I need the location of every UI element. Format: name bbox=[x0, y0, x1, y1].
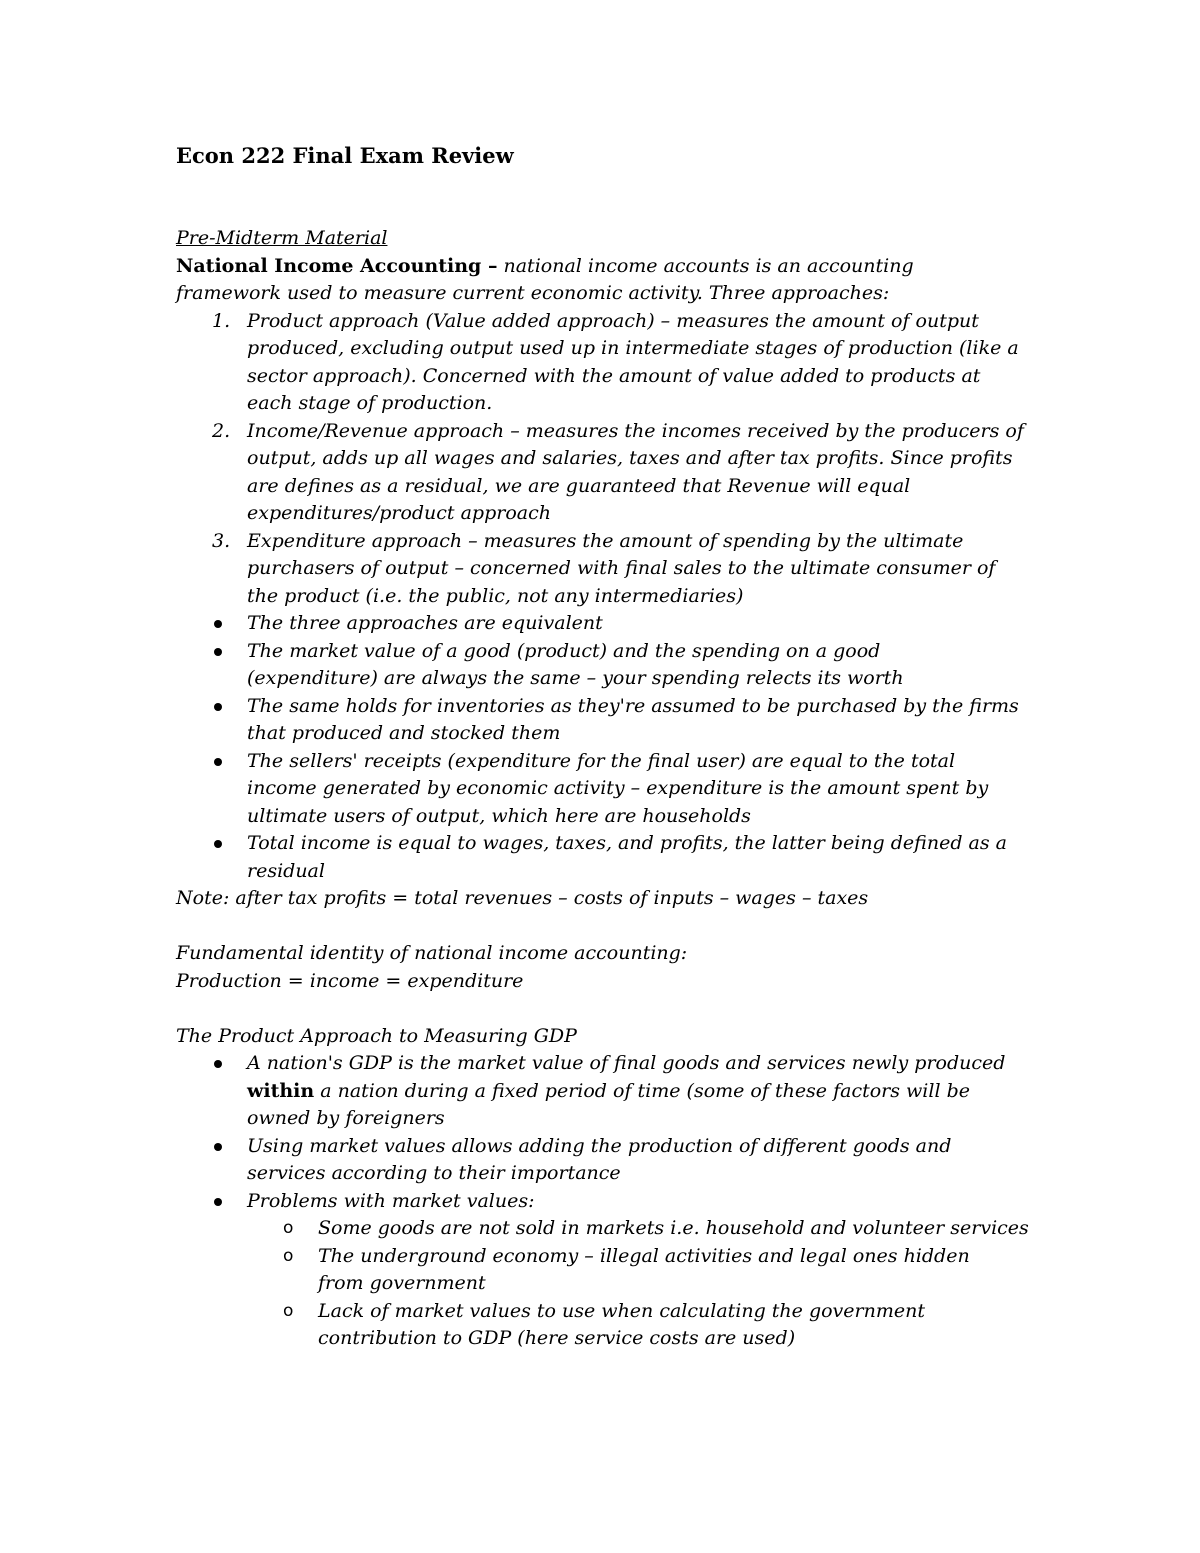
market-value-problems-list bbox=[176, 1215, 1036, 1353]
product-approach-heading: The Product Approach to Measuring GDP bbox=[176, 1024, 577, 1047]
approach-item-2 bbox=[176, 418, 1036, 528]
bullet-line: The same holds for inventories as they're assumed to be purchased by the firms bbox=[247, 694, 1019, 717]
sub-bullet-line: from government bbox=[318, 1272, 486, 1294]
approach-line: are defines as a residual, we are guaranteed that Revenue will equal bbox=[247, 474, 911, 497]
sub-bullet-item bbox=[176, 1298, 1036, 1353]
approach-line: sector approach). Concerned with the amount of value added to products at bbox=[247, 364, 981, 387]
document-body bbox=[176, 225, 1036, 1353]
approach-item-1 bbox=[176, 308, 1036, 418]
nia-term: National Income Accounting – bbox=[176, 254, 498, 277]
spacer bbox=[176, 913, 1036, 941]
bullet-item bbox=[176, 830, 1036, 885]
bullet-line: The market value of a good (product) and the spending on a good bbox=[247, 639, 881, 662]
bullet-item bbox=[176, 748, 1036, 831]
approach-line: the product (i.e. the public, not any intermediaries) bbox=[247, 584, 744, 607]
identity-heading: Fundamental identity of national income accounting: bbox=[176, 942, 688, 964]
sub-bullet-line: The underground economy – illegal activities and legal ones hidden bbox=[318, 1244, 970, 1267]
bullet-line: owned by foreigners bbox=[247, 1107, 445, 1129]
bullet-line: Total income is equal to wages, taxes, and profits, the latter being defined as a bbox=[247, 832, 1007, 854]
circle-bullet-icon: o bbox=[283, 1218, 294, 1238]
nia-definition-line-1 bbox=[176, 253, 1036, 281]
bullet-line: A nation's GDP is the market value of final goods and services newly produced bbox=[247, 1052, 1006, 1074]
gdp-bullets bbox=[176, 1050, 1036, 1215]
bullet-item bbox=[176, 693, 1036, 748]
emphasis-within: within bbox=[247, 1079, 315, 1102]
bullet-dot-icon bbox=[214, 1143, 222, 1151]
approach-line: Expenditure approach – measures the amount of spending by the ultimate bbox=[247, 529, 964, 552]
approach-line: Income/Revenue approach – measures the incomes received by the producers of bbox=[247, 419, 1024, 442]
list-number: 1. bbox=[212, 309, 231, 332]
bullet-text: a nation during a fixed period of time (some of these factors will be bbox=[314, 1079, 970, 1102]
bullet-dot-icon bbox=[214, 620, 222, 628]
bullet-line: Using market values allows adding the production of different goods and bbox=[247, 1134, 952, 1157]
circle-bullet-icon: o bbox=[283, 1245, 294, 1266]
sub-bullet-line: contribution to GDP (here service costs are used) bbox=[318, 1327, 796, 1349]
approach-line: purchasers of output – concerned with final sales to the ultimate consumer of bbox=[247, 557, 996, 579]
approach-line: Product approach (Value added approach) – measures the amount of output bbox=[247, 309, 979, 332]
note-line: Note: after tax profits = total revenues – costs of inputs – wages – taxes bbox=[176, 887, 869, 909]
bullet-line: Problems with market values: bbox=[247, 1189, 535, 1212]
bullet-line: (expenditure) are always the same – your spending relects its worth bbox=[247, 667, 904, 689]
sub-bullet-line: Lack of market values to use when calculating the government bbox=[318, 1299, 925, 1322]
approach-line: each stage of production. bbox=[247, 392, 493, 414]
approach-line: expenditures/product approach bbox=[247, 502, 551, 524]
bullet-line: The three approaches are equivalent bbox=[247, 612, 603, 634]
section-heading: Pre-Midterm Material bbox=[176, 227, 388, 249]
bullet-line: ultimate users of output, which here are households bbox=[247, 804, 751, 827]
bullet-dot-icon bbox=[214, 758, 222, 766]
bullet-dot-icon bbox=[214, 840, 222, 848]
bullet-line: that produced and stocked them bbox=[247, 722, 561, 744]
bullet-dot-icon bbox=[214, 703, 222, 711]
bullet-line: income generated by economic activity – expenditure is the amount spent by bbox=[247, 777, 989, 799]
bullet-dot-icon bbox=[214, 1060, 222, 1068]
sub-bullet-item bbox=[176, 1243, 1036, 1298]
sub-bullet-line: Some goods are not sold in markets i.e. household and volunteer services bbox=[318, 1217, 1029, 1239]
identity-equation: Production = income = expenditure bbox=[176, 969, 524, 992]
list-number: 3. bbox=[212, 529, 231, 552]
approach-line: output, adds up all wages and salaries, taxes and after tax profits. Since profits bbox=[247, 447, 1013, 469]
equivalence-bullets bbox=[176, 610, 1036, 885]
circle-bullet-icon: o bbox=[283, 1300, 294, 1321]
bullet-line bbox=[247, 1078, 1036, 1106]
bullet-line: services according to their importance bbox=[247, 1162, 621, 1184]
bullet-item bbox=[176, 638, 1036, 693]
approach-item-3 bbox=[176, 528, 1036, 611]
bullet-line: residual bbox=[247, 859, 325, 882]
bullet-line: The sellers' receipts (expenditure for the final user) are equal to the total bbox=[247, 749, 956, 772]
bullet-item bbox=[176, 1050, 1036, 1133]
spacer bbox=[176, 995, 1036, 1023]
document-title: Econ 222 Final Exam Review bbox=[176, 143, 514, 168]
nia-definition-line-2: framework used to measure current economic activity. Three approaches: bbox=[176, 282, 890, 304]
bullet-item bbox=[176, 1188, 1036, 1216]
bullet-item bbox=[176, 610, 1036, 638]
bullet-dot-icon bbox=[214, 648, 222, 656]
nia-definition-text: national income accounts is an accounting bbox=[497, 254, 914, 277]
bullet-item bbox=[176, 1133, 1036, 1188]
approaches-list bbox=[176, 308, 1036, 611]
bullet-dot-icon bbox=[214, 1198, 222, 1206]
sub-bullet-item bbox=[176, 1215, 1036, 1243]
approach-line: produced, excluding output used up in intermediate stages of production (like a bbox=[247, 337, 1019, 359]
list-number: 2. bbox=[212, 419, 231, 442]
